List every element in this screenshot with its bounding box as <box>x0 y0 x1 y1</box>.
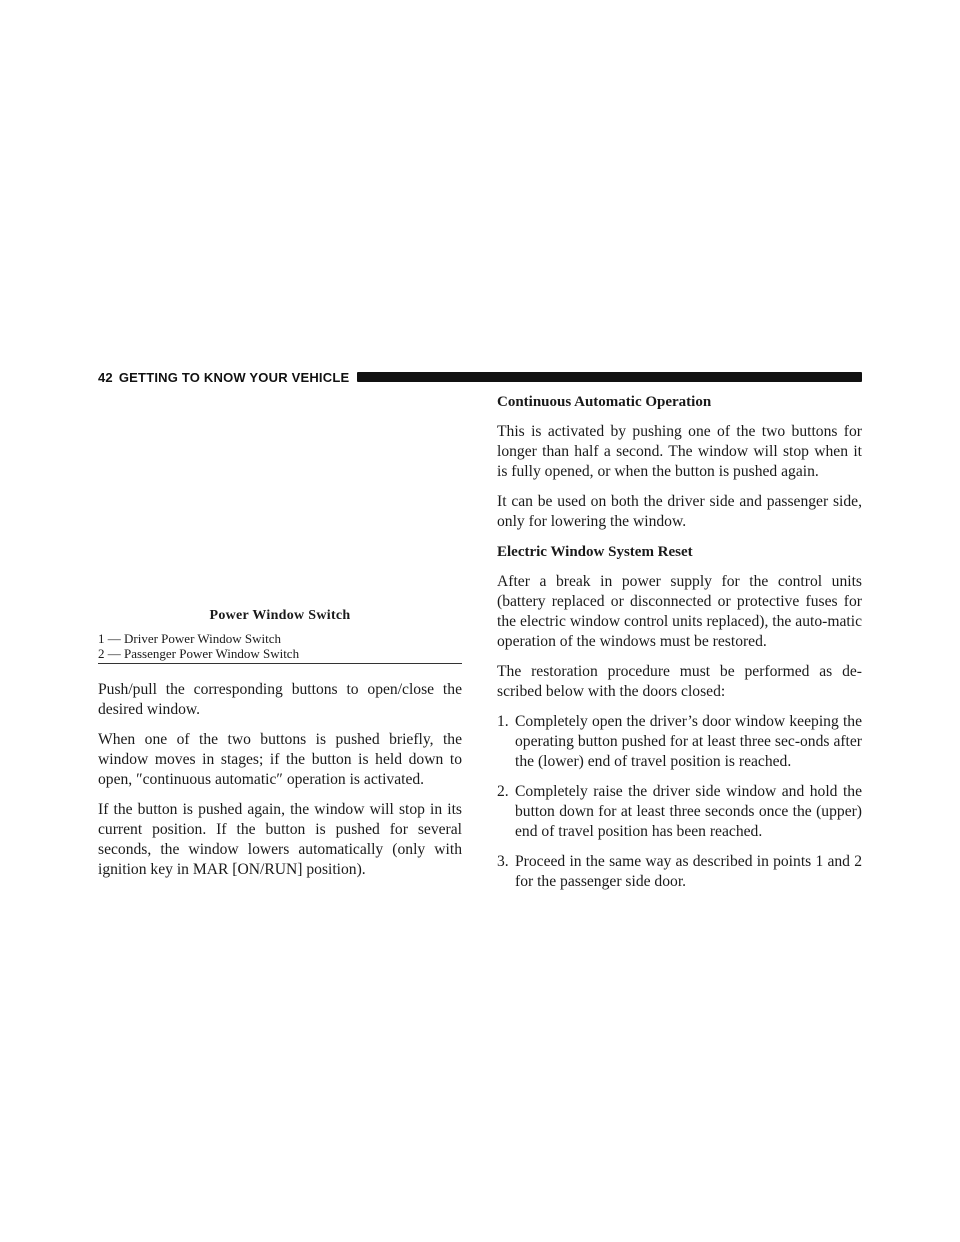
step-text: Completely open the driver’s door window keeping the operating button pushed for at least three sec-onds after the (lower) end of travel position is reached. <box>515 713 862 770</box>
right-column <box>497 392 862 892</box>
body-paragraph: The restoration procedure must be performed as de-scribed below with the doors closed: <box>497 663 862 700</box>
subheading-system-reset: Electric Window System Reset <box>497 544 693 560</box>
legend-item: 1 — Driver Power Window Switch <box>98 631 282 646</box>
list-item <box>497 712 862 772</box>
step-text: Proceed in the same way as described in points 1 and 2 for the passenger side door. <box>515 853 862 890</box>
page-number: 42 <box>98 369 113 385</box>
list-item <box>497 852 862 892</box>
header-rule <box>357 372 862 382</box>
body-paragraph: When one of the two buttons is pushed briefly, the window moves in stages; if the button is held down to open, ″continuous automatic″ operation is activated. <box>98 731 462 788</box>
section-title: GETTING TO KNOW YOUR VEHICLE <box>118 369 350 385</box>
subheading-continuous-automatic: Continuous Automatic Operation <box>497 394 712 410</box>
step-text: Completely raise the driver side window and hold the button down for at least three seconds once the (upper) end of travel position has been reached. <box>515 783 862 840</box>
body-paragraph: This is activated by pushing one of the two buttons for longer than half a second. The window will stop when it is fully opened, or when the button is pushed again. <box>497 423 862 480</box>
step-number: 1. <box>497 713 509 730</box>
figure-image-placeholder <box>98 392 462 608</box>
body-paragraph: It can be used on both the driver side and passenger side, only for lowering the window. <box>497 493 862 530</box>
left-column <box>98 392 462 880</box>
figure-legend <box>98 631 462 664</box>
list-item <box>497 782 862 842</box>
step-number: 3. <box>497 853 509 870</box>
body-paragraph: If the button is pushed again, the window will stop in its current position. If the button is pushed for several seconds, the window lowers automatically (only with ignition key in MAR [ON/RUN] position). <box>98 801 462 878</box>
step-number: 2. <box>497 783 509 800</box>
body-paragraph: Push/pull the corresponding buttons to open/close the desired window. <box>98 681 462 718</box>
figure-caption: Power Window Switch <box>209 608 351 623</box>
legend-item: 2 — Passenger Power Window Switch <box>98 646 300 661</box>
page-header <box>98 369 862 385</box>
reset-steps-list <box>497 712 862 892</box>
body-paragraph: After a break in power supply for the control units (battery replaced or disconnected or protective fuses for the electric window control units replaced), the auto-matic operation of the windows must be restored. <box>497 573 862 650</box>
